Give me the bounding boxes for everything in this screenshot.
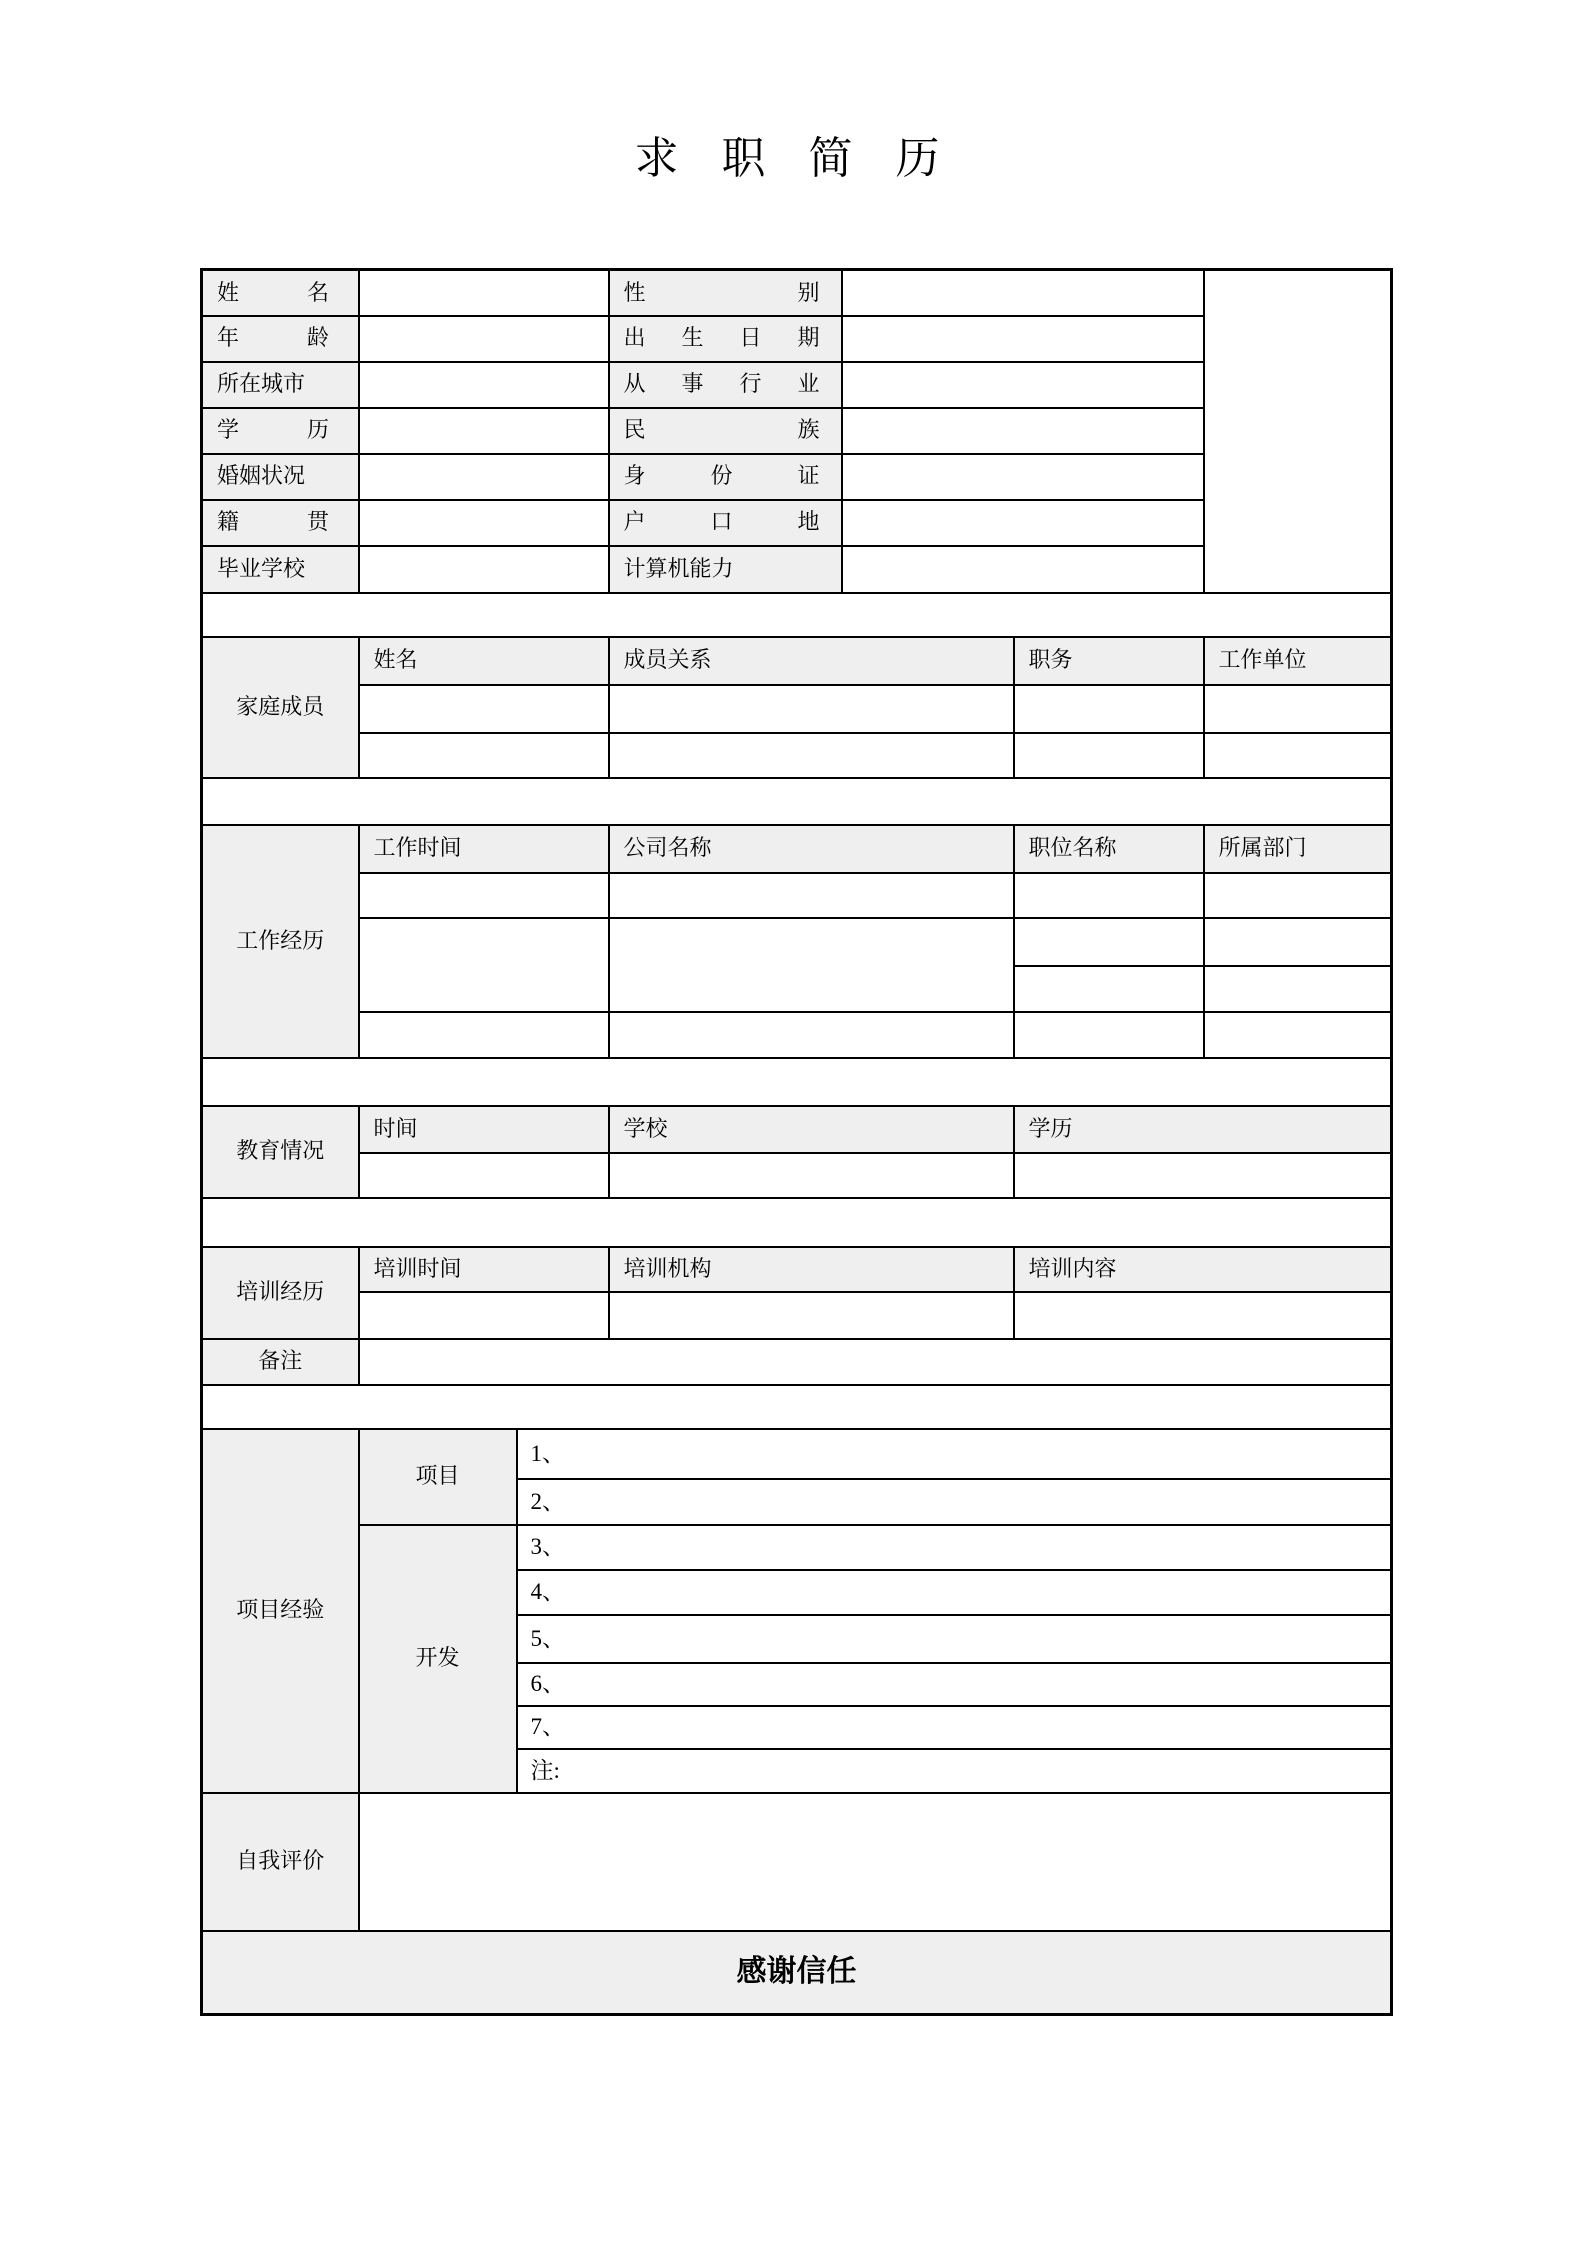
industry-label: 从事行业 (609, 362, 842, 408)
work-company-cell[interactable] (609, 873, 1014, 918)
id-card-label: 身份证 (609, 454, 842, 500)
training-section-label: 培训经历 (202, 1247, 359, 1339)
work-department-cell[interactable] (1204, 1012, 1392, 1058)
page-title: 求 职 简 历 (634, 134, 956, 183)
self-evaluation-value-cell[interactable] (359, 1793, 1392, 1931)
family-section-label: 家庭成员 (202, 637, 359, 778)
projects-section-label: 项目经验 (202, 1429, 359, 1793)
project-item-cell[interactable]: 6、 (517, 1663, 1392, 1706)
work-department-cell[interactable] (1204, 966, 1392, 1012)
work-time-header: 工作时间 (359, 825, 609, 873)
household-registration-value-cell[interactable] (842, 500, 1204, 546)
training-org-cell[interactable] (609, 1292, 1014, 1339)
project-item-cell[interactable]: 4、 (517, 1570, 1392, 1615)
development-group-label: 开发 (359, 1525, 517, 1793)
spacer-row (202, 1058, 1392, 1106)
family-unit-header: 工作单位 (1204, 637, 1392, 685)
footer-thanks-text: 感谢信任 (202, 1931, 1392, 2015)
education-degree-cell[interactable] (1014, 1153, 1392, 1198)
computer-skills-value-cell[interactable] (842, 546, 1204, 593)
education-time-header: 时间 (359, 1106, 609, 1153)
household-registration-label: 户口地 (609, 500, 842, 546)
birth-date-label: 出生日期 (609, 316, 842, 362)
family-duty-cell[interactable] (1014, 685, 1204, 733)
work-company-header: 公司名称 (609, 825, 1014, 873)
family-name-header: 姓名 (359, 637, 609, 685)
work-department-cell[interactable] (1204, 918, 1392, 966)
family-duty-header: 职务 (1014, 637, 1204, 685)
work-time-cell[interactable] (359, 1012, 609, 1058)
work-section-label: 工作经历 (202, 825, 359, 1058)
ethnicity-value-cell[interactable] (842, 408, 1204, 454)
family-relation-cell[interactable] (609, 733, 1014, 778)
family-name-cell[interactable] (359, 733, 609, 778)
photo-cell[interactable] (1204, 270, 1392, 593)
resume-table (200, 268, 1393, 2016)
family-unit-cell[interactable] (1204, 685, 1392, 733)
family-duty-cell[interactable] (1014, 733, 1204, 778)
project-note-cell[interactable]: 注: (517, 1749, 1392, 1793)
education-time-cell[interactable] (359, 1153, 609, 1198)
age-label: 年龄 (202, 316, 359, 362)
city-value-cell[interactable] (359, 362, 609, 408)
education-section-label: 教育情况 (202, 1106, 359, 1198)
family-unit-cell[interactable] (1204, 733, 1392, 778)
work-position-cell[interactable] (1014, 873, 1204, 918)
name-value-cell[interactable] (359, 270, 609, 316)
self-evaluation-label: 自我评价 (202, 1793, 359, 1931)
work-company-cell[interactable] (609, 918, 1014, 1012)
project-item-cell[interactable]: 7、 (517, 1706, 1392, 1749)
industry-value-cell[interactable] (842, 362, 1204, 408)
gender-label: 性别 (609, 270, 842, 316)
spacer-row (202, 1198, 1392, 1247)
native-place-label: 籍贯 (202, 500, 359, 546)
notes-label: 备注 (202, 1339, 359, 1385)
education-school-cell[interactable] (609, 1153, 1014, 1198)
training-time-header: 培训时间 (359, 1247, 609, 1292)
name-label: 姓名 (202, 270, 359, 316)
work-department-cell[interactable] (1204, 873, 1392, 918)
project-item-cell[interactable]: 1、 (517, 1429, 1392, 1479)
work-position-cell[interactable] (1014, 918, 1204, 966)
family-name-cell[interactable] (359, 685, 609, 733)
projects-group-label: 项目 (359, 1429, 517, 1525)
training-org-header: 培训机构 (609, 1247, 1014, 1292)
gender-value-cell[interactable] (842, 270, 1204, 316)
training-time-cell[interactable] (359, 1292, 609, 1339)
work-time-cell[interactable] (359, 918, 609, 1012)
notes-value-cell[interactable] (359, 1339, 1392, 1385)
work-company-cell[interactable] (609, 1012, 1014, 1058)
marital-status-value-cell[interactable] (359, 454, 609, 500)
native-place-value-cell[interactable] (359, 500, 609, 546)
age-value-cell[interactable] (359, 316, 609, 362)
training-content-header: 培训内容 (1014, 1247, 1392, 1292)
training-content-cell[interactable] (1014, 1292, 1392, 1339)
project-item-cell[interactable]: 2、 (517, 1479, 1392, 1525)
project-item-cell[interactable]: 3、 (517, 1525, 1392, 1570)
work-position-cell[interactable] (1014, 966, 1204, 1012)
work-time-cell[interactable] (359, 873, 609, 918)
spacer-row (202, 593, 1392, 637)
graduate-school-label: 毕业学校 (202, 546, 359, 593)
family-relation-header: 成员关系 (609, 637, 1014, 685)
ethnicity-label: 民族 (609, 408, 842, 454)
family-relation-cell[interactable] (609, 685, 1014, 733)
education-label: 学历 (202, 408, 359, 454)
work-position-cell[interactable] (1014, 1012, 1204, 1058)
marital-status-label: 婚姻状况 (202, 454, 359, 500)
graduate-school-value-cell[interactable] (359, 546, 609, 593)
education-degree-header: 学历 (1014, 1106, 1392, 1153)
city-label: 所在城市 (202, 362, 359, 408)
spacer-row (202, 778, 1392, 825)
work-department-header: 所属部门 (1204, 825, 1392, 873)
spacer-row (202, 1385, 1392, 1429)
education-value-cell[interactable] (359, 408, 609, 454)
project-item-cell[interactable]: 5、 (517, 1615, 1392, 1663)
computer-skills-label: 计算机能力 (609, 546, 842, 593)
education-school-header: 学校 (609, 1106, 1014, 1153)
birth-date-value-cell[interactable] (842, 316, 1204, 362)
work-position-header: 职位名称 (1014, 825, 1204, 873)
id-card-value-cell[interactable] (842, 454, 1204, 500)
